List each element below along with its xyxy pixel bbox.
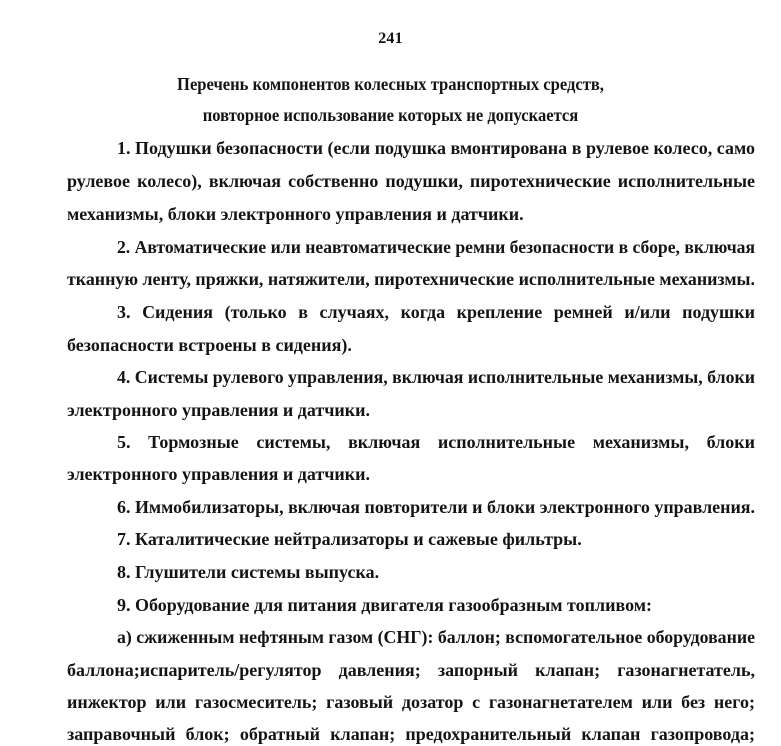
paragraph-line: баллона;испаритель/регулятор давления; запорный клапан; газонагнетатель, [67,660,755,680]
page-number: 241 [378,30,403,47]
paragraph-line: 3. Сидения (только в случаях, когда крепление ремней и/или подушки [117,302,755,322]
paragraph-line: 8. Глушители системы выпуска. [117,562,380,582]
paragraph-line: тканную ленту, пряжки, натяжители, пиротехнические исполнительные механизмы. [67,269,755,289]
paragraph-line: а) сжиженным нефтяным газом (СНГ): баллон; вспомогательное оборудование [117,627,755,647]
title-line-2: повторное использование которых не допускается [202,105,579,125]
paragraph-line: 7. Каталитические нейтрализаторы и сажевые фильтры. [117,529,582,549]
paragraph-line: 5. Тормозные системы, включая исполнительные механизмы, блоки [117,432,755,452]
paragraph-line: электронного управления и датчики. [67,464,371,484]
paragraph-line: инжектор или газосмеситель; газовый дозатор с газонагнетателем или без него; [67,692,755,712]
paragraph-line: механизмы, блоки электронного управления и датчики. [67,204,524,224]
paragraph-line: 9. Оборудование для питания двигателя газообразным топливом: [117,595,652,615]
paragraph-line: заправочный блок; обратный клапан; предохранительный клапан газопровода; [67,724,755,744]
paragraph-line: 6. Иммобилизаторы, включая повторители и блоки электронного управления. [117,497,755,517]
paragraph-line: рулевое колесо), включая собственно подушки, пиротехнические исполнительные [67,171,755,191]
paragraph-line: 2. Автоматические или неавтоматические ремни безопасности в сборе, включая [117,237,755,257]
paragraph-line: 4. Системы рулевого управления, включая исполнительные механизмы, блоки [117,367,755,387]
paragraph-line: безопасности встроены в сидения). [67,335,352,355]
paragraph-line: электронного управления и датчики. [67,400,371,420]
title-line-1: Перечень компонентов колесных транспортных средств, [177,74,604,94]
paragraph-line: 1. Подушки безопасности (если подушка вмонтирована в рулевое колесо, само [117,138,755,158]
